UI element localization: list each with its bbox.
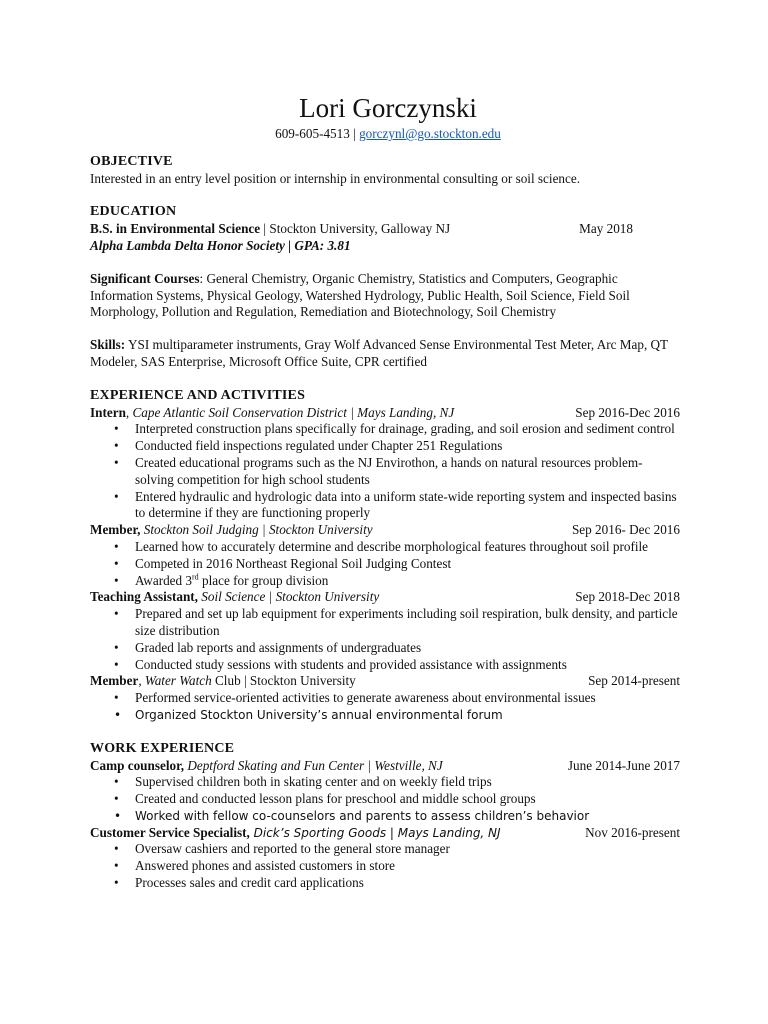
award-text-rest: place for group division (198, 572, 329, 588)
list-item: • Worked with fellow co-counselors and parents to assess children’s behavior (90, 808, 680, 825)
job-date: Sep 2014-present (588, 673, 680, 689)
job-bullets (90, 690, 680, 724)
job-org-italic: , Water Watch (138, 673, 212, 689)
spacer (90, 724, 680, 741)
degree-school: | Stockton University, Galloway NJ (260, 221, 451, 237)
spacer (90, 371, 680, 388)
list-item: • Interpreted construction plans specifically for drainage, grading, and soil erosion and sediment control (90, 421, 680, 438)
job-bullets (90, 421, 680, 522)
list-item: • Answered phones and assisted customers in store (90, 858, 680, 875)
spacer (90, 321, 680, 337)
award-superscript: rd (192, 572, 199, 582)
spacer (90, 187, 680, 204)
job-org: , Cape Atlantic Soil Conservation District | Mays Landing, NJ (125, 404, 455, 420)
job-org: Soil Science | Stockton University (197, 589, 380, 605)
list-item: • Learned how to accurately determine and describe morphological features throughout soil profile (90, 539, 680, 556)
courses-label: Significant Courses (90, 270, 200, 286)
job-role: Customer Service Specialist, (90, 824, 250, 840)
degree-row (90, 221, 680, 238)
skills-label: Skills: (90, 337, 126, 353)
skills-paragraph (90, 337, 680, 371)
list-item: • Performed service-oriented activities to generate awareness about environmental issues (90, 690, 680, 707)
courses-text: : General Chemistry, Organic Chemistry, Statistics and Computers, Geographic Information Systems, Physical Geology, Watershed Hydrology, Public Health, Soil Science, Field Soil Morphology, Pollution and Regulation, Remediation and Biotechnology, Soil Chemistry (90, 270, 630, 320)
list-item: • Organized Stockton University’s annual environmental forum (90, 707, 680, 724)
resume-page (90, 92, 680, 892)
list-item: • Competed in 2016 Northeast Regional Soil Judging Contest (90, 556, 680, 573)
work-heading: WORK EXPERIENCE (90, 740, 235, 756)
email-link[interactable]: gorczynl@go.stockton.edu (359, 126, 501, 141)
job-role: Intern (90, 404, 126, 420)
job-org: Deptford Skating and Fun Center | Westville, NJ (184, 757, 443, 773)
skills-text: YSI multiparameter instruments, Gray Wolf Advanced Sense Environmental Test Meter, Arc Map, QT Modeler, SAS Enterprise, Microsoft Office Suite, CPR certified (90, 337, 668, 369)
job-header (90, 589, 680, 606)
job-date: Sep 2016-Dec 2016 (575, 404, 680, 420)
award-text: Awarded 3 (135, 572, 193, 588)
list-item: • Created educational programs such as the NJ Envirothon, a hands on natural resources problem-solving competition for high school students (90, 455, 680, 489)
job-date: Sep 2018-Dec 2018 (575, 589, 680, 605)
job-org: Stockton Soil Judging | Stockton University (140, 522, 373, 538)
list-item: • Conducted study sessions with students and provided assistance with assignments (90, 657, 680, 674)
objective-text: Interested in an entry level position or internship in environmental consulting or soil science. (90, 170, 581, 186)
phone-number: 609-605-4513 (275, 126, 350, 141)
list-item: • Oversaw cashiers and reported to the general store manager (90, 841, 680, 858)
list-item: • Prepared and set up lab equipment for experiments including soil respiration, bulk density, and particle size distribution (90, 606, 680, 640)
list-item: • Supervised children both in skating center and on weekly field trips (90, 774, 680, 791)
job-role: Camp counselor, (90, 757, 185, 773)
list-item: • Created and conducted lesson plans for preschool and middle school groups (90, 791, 680, 808)
list-item: • Graded lab reports and assignments of undergraduates (90, 640, 680, 657)
job-date: June 2014-June 2017 (567, 757, 680, 773)
job-header (90, 825, 680, 842)
courses-paragraph (90, 271, 680, 321)
job-header (90, 673, 680, 690)
job-bullets (90, 539, 680, 589)
contact-separator: | (349, 126, 360, 141)
list-item: • Processes sales and credit card applications (90, 875, 680, 892)
job-bullets (90, 774, 680, 824)
job-date: Nov 2016-present (585, 824, 680, 840)
experience-heading: EXPERIENCE AND ACTIVITIES (90, 387, 306, 403)
spacer (90, 255, 680, 271)
job-date: Sep 2016- Dec 2016 (571, 522, 680, 538)
education-heading: EDUCATION (90, 204, 177, 220)
job-role: Member (90, 673, 139, 689)
job-header (90, 758, 680, 775)
job-header (90, 405, 680, 422)
list-item: • Conducted field inspections regulated under Chapter 251 Regulations (90, 438, 680, 455)
job-org: Dick’s Sporting Goods | Mays Landing, NJ (249, 825, 501, 840)
job-header (90, 522, 680, 539)
degree-date: May 2018 (579, 221, 633, 237)
degree-title: B.S. in Environmental Science (90, 221, 261, 237)
honors-line: Alpha Lambda Delta Honor Society | GPA: 3.81 (90, 237, 351, 253)
list-item (90, 573, 680, 590)
objective-heading: OBJECTIVE (90, 153, 173, 169)
job-role: Teaching Assistant, (90, 589, 198, 605)
job-bullets (90, 606, 680, 673)
job-bullets (90, 841, 680, 891)
job-role: Member, (90, 522, 141, 538)
candidate-name: Lori Gorczynski (299, 93, 477, 123)
contact-line (90, 126, 680, 143)
job-org-rest: Club | Stockton University (211, 673, 356, 689)
list-item: • Entered hydraulic and hydrologic data into a uniform state-wide reporting system and inspected basins to determine if they are functioning properly (90, 489, 680, 523)
